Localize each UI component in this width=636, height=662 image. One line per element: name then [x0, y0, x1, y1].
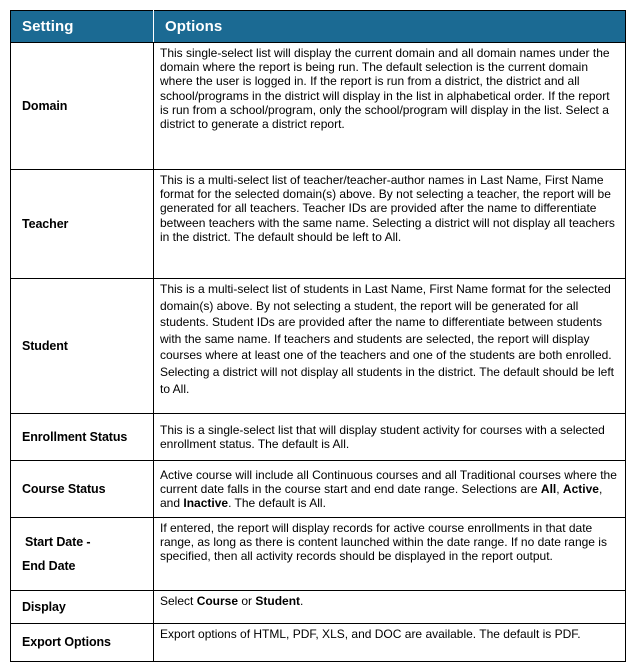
- setting-name-start-end-date: [11, 518, 154, 591]
- table-row: [11, 461, 626, 518]
- report-settings-table: [10, 10, 626, 662]
- setting-name-display: Display: [11, 591, 154, 624]
- setting-description-student: This is a multi-select list of students in Last Name, First Name format for the selected domain(s) above. By not selecting a student, the report will be generated for all students. Student IDs are provided after the name to differentiate between students with the same name. If teachers and students are selected, the report will display courses where at least one of the teachers and one of the students are both enrolled. Selecting a district will not display all students in the district. The default should be left to All.: [154, 279, 626, 414]
- setting-description-start-end-date: If entered, the report will display records for active course enrollments in that date range, as long as there is content launched within the date range. If no date range is specified, then all activity records should be displayed in the report output.: [154, 518, 626, 591]
- table-row: [11, 591, 626, 624]
- setting-description-enrollment-status: This is a single-select list that will display student activity for courses with a selected enrollment status. The default is All.: [154, 414, 626, 461]
- table-row: [11, 414, 626, 461]
- setting-name-start-date-line: Start Date -: [25, 534, 91, 549]
- table-row: [11, 43, 626, 170]
- setting-name-domain: Domain: [11, 43, 154, 170]
- table-row: [11, 624, 626, 662]
- setting-name-enrollment-status: Enrollment Status: [11, 414, 154, 461]
- setting-description-course-status: Active course will include all Continuous courses and all Traditional courses where the current date falls in the course start and end date range. Selections are All, Active, and Inactive. The default is All.: [154, 461, 626, 518]
- table-body: [11, 43, 626, 662]
- setting-name-teacher: Teacher: [11, 170, 154, 279]
- setting-name-student: Student: [11, 279, 154, 414]
- table-row: [11, 518, 626, 591]
- column-header-options: Options: [154, 11, 626, 43]
- table-row: [11, 279, 626, 414]
- setting-name-export-options: Export Options: [11, 624, 154, 662]
- column-header-setting: Setting: [11, 11, 154, 43]
- setting-description-teacher: This is a multi-select list of teacher/teacher-author names in Last Name, First Name format for the selected domain(s) above. By not selecting a teacher, the report will be generated for all teachers. Teacher IDs are provided after the name to differentiate between teachers with the same name. Selecting a district will not display all teachers in the district. The default should be left to All.: [154, 170, 626, 279]
- setting-name-course-status: Course Status: [11, 461, 154, 518]
- setting-description-domain: This single-select list will display the current domain and all domain names under the domain where the report is being run. The default selection is the current domain where the user is logged in. If the report is run from a district, the district and all school/programs in the district will display in the list in alphabetical order. If the report is run from a school/program, only the school/program will display in the list. Select a district to generate a district report.: [154, 43, 626, 170]
- table-header: [11, 11, 626, 43]
- setting-description-export-options: Export options of HTML, PDF, XLS, and DOC are available. The default is PDF.: [154, 624, 626, 662]
- table-row: [11, 170, 626, 279]
- setting-description-display: Select Course or Student.: [154, 591, 626, 624]
- setting-name-end-date-line: End Date: [22, 558, 76, 573]
- table-header-row: [11, 11, 626, 43]
